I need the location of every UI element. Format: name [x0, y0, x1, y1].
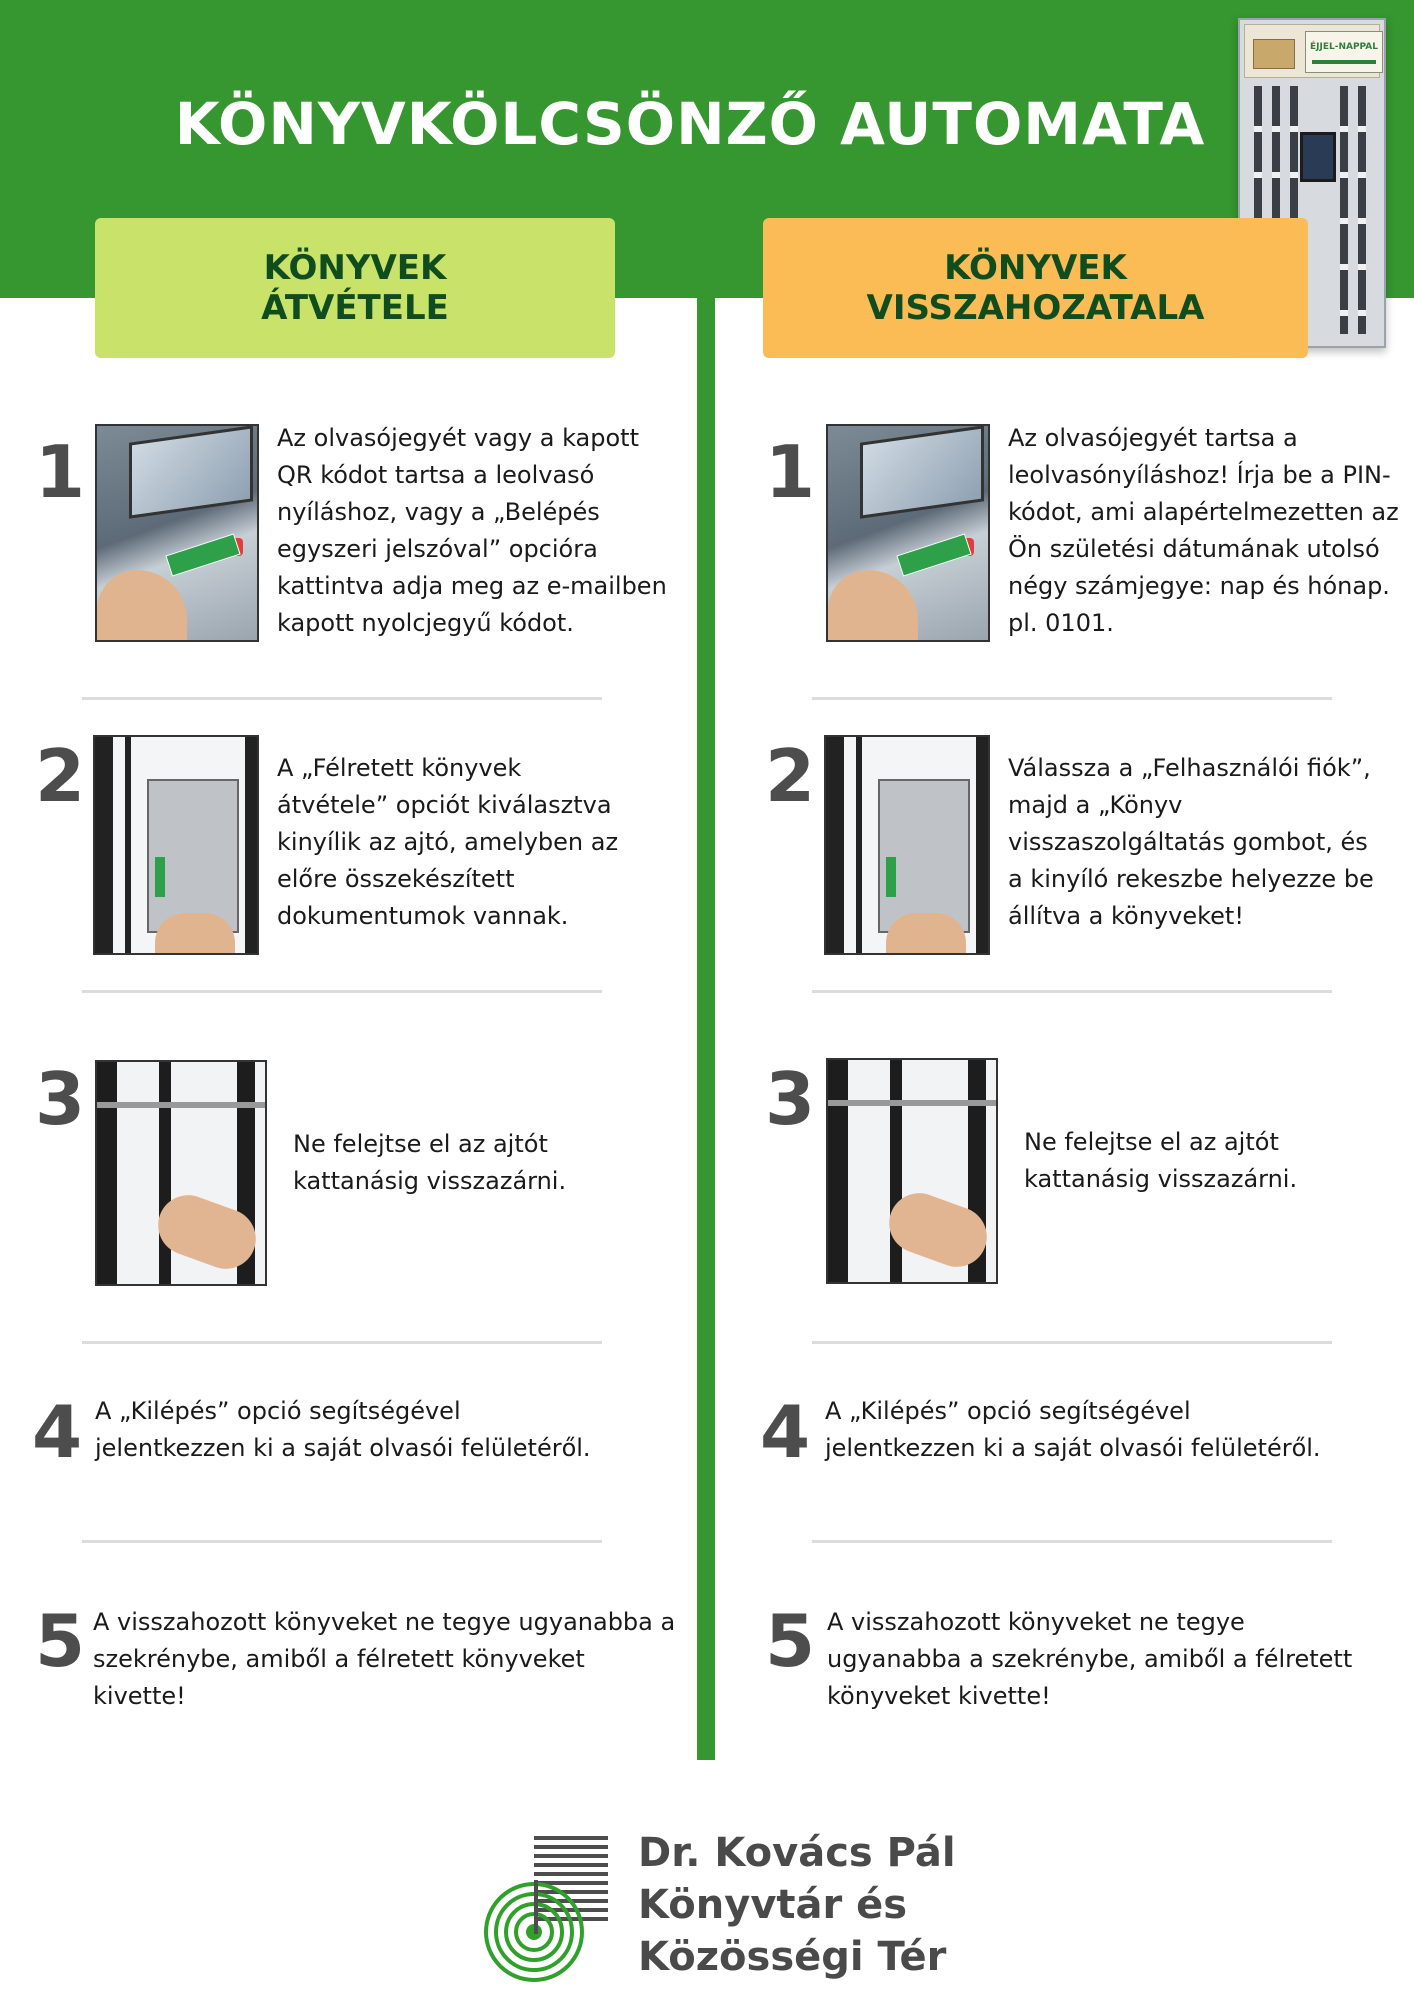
section-heading-line: KÖNYVEK [944, 248, 1127, 288]
close-door-photo [95, 1060, 267, 1286]
step-separator [812, 1341, 1332, 1344]
step-separator [812, 1540, 1332, 1543]
step-number: 5 [765, 1599, 816, 1683]
open-locker-door-photo [93, 735, 259, 955]
step-separator [82, 1341, 602, 1344]
card-reader-photo [826, 424, 990, 642]
step-number: 2 [765, 734, 816, 818]
library-logo-icon [482, 1836, 610, 1986]
column-divider [697, 298, 715, 1760]
step-number: 4 [760, 1390, 811, 1474]
library-name-line: Közösségi Tér [638, 1934, 947, 1980]
step-separator [82, 990, 602, 993]
section-heading-line: VISSZAHOZATALA [866, 288, 1205, 328]
step-number: 2 [35, 734, 86, 818]
step-text: Ne felejtse el az ajtót kattanásig visszazárni. [293, 1130, 567, 1195]
step-number: 1 [35, 430, 86, 514]
sign-line [1312, 60, 1376, 64]
machine-screen [1300, 132, 1336, 182]
step-text: A visszahozott könyveket ne tegye ugyanabba a szekrénybe, amiből a félretett könyveket kivette! [93, 1608, 676, 1710]
card-reader-photo [95, 424, 259, 642]
library-name-line: Dr. Kovács Pál [638, 1830, 956, 1876]
section-heading-line: ÁTVÉTELE [261, 288, 449, 328]
step-number: 4 [32, 1390, 83, 1474]
step-number: 1 [765, 430, 816, 514]
open-locker-door-photo [824, 735, 990, 955]
section-heading-pickup [95, 218, 615, 358]
step-text: Ne felejtse el az ajtót kattanásig visszazárni. [1024, 1128, 1298, 1193]
step-text: A „Kilépés” opció segítségével jelentkezzen ki a saját olvasói felületéről. [825, 1397, 1321, 1462]
step-text: Az olvasójegyét vagy a kapott QR kódot tartsa a leolvasó nyíláshoz, vagy a „Belépés egyszeri jelszóval” opcióra kattintva adja meg az e-mailben kapott nyolcjegyű kódot. [277, 424, 667, 637]
step-separator [82, 1540, 602, 1543]
step-text: Válassza a „Felhasználói fiók”, majd a „Könyv visszaszolgáltatás gombot, és a kinyíló rekeszbe helyezze be állítva a könyveket! [1008, 754, 1374, 930]
library-name-line: Könyvtár és [638, 1882, 908, 1928]
close-door-photo [826, 1058, 998, 1284]
step-text: A visszahozott könyveket ne tegye ugyanabba a szekrénybe, amiből a félretett könyveket kivette! [827, 1608, 1353, 1710]
machine-sign [1305, 31, 1383, 73]
machine-sign-text: ÉJJEL-NAPPAL [1309, 42, 1379, 52]
step-number: 3 [35, 1057, 86, 1141]
step-separator [812, 990, 1332, 993]
step-number: 5 [35, 1599, 86, 1683]
page-title: KÖNYVKÖLCSÖNZŐ AUTOMATA [174, 90, 1206, 158]
step-separator [812, 697, 1332, 700]
books-graphic [1253, 39, 1295, 69]
machine-top-panel [1244, 24, 1380, 78]
step-number: 3 [765, 1057, 816, 1141]
step-text: Az olvasójegyét tartsa a leolvasónyíláshoz! Írja be a PIN- kódot, ami alapértelmezetten az Ön születési dátumának utolsó négy számjegye: nap és hónap. pl. 0101. [1008, 424, 1399, 637]
step-text: A „Félretett könyvek átvétele” opciót kiválasztva kinyílik az ajtó, amelyben az előre összekészített dokumentumok vannak. [277, 754, 619, 930]
section-heading-return [763, 218, 1308, 358]
step-text: A „Kilépés” opció segítségével jelentkezzen ki a saját olvasói felületéről. [95, 1397, 591, 1462]
step-separator [82, 697, 602, 700]
section-heading-line: KÖNYVEK [263, 248, 447, 288]
